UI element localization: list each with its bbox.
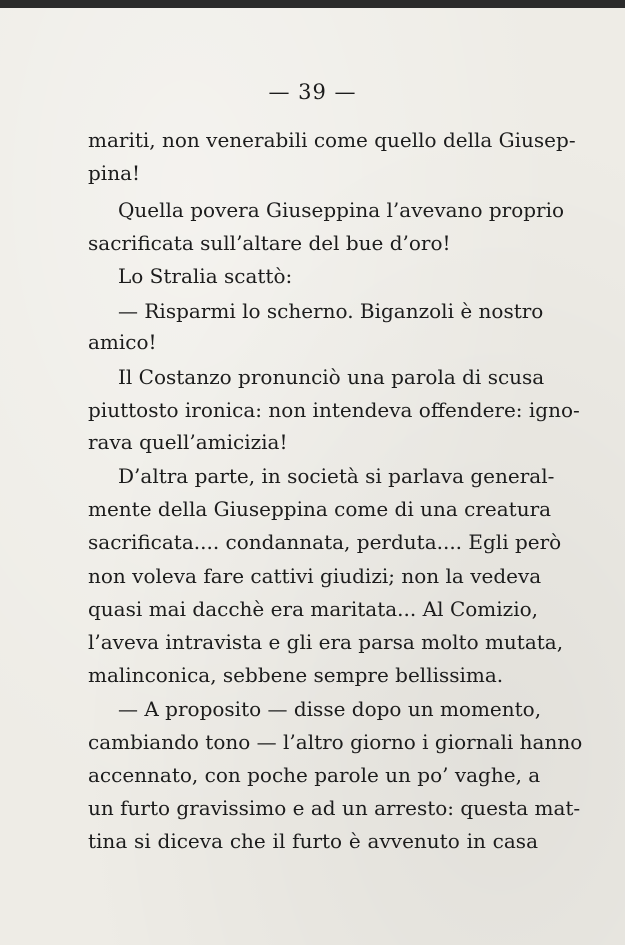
text-line: — Risparmi lo scherno. Biganzoli è nostro: [118, 299, 544, 323]
text-line: mente della Giuseppina come di una creatura: [88, 497, 552, 521]
text-line: mariti, non venerabili come quello della Giusep-: [88, 128, 576, 152]
text-line: rava quell’amicizia!: [88, 430, 288, 454]
text-line: Il Costanzo pronunciò una parola di scusa: [118, 365, 545, 389]
text-line: Lo Stralia scattò:: [118, 264, 293, 288]
text-line: quasi mai dacchè era maritata... Al Comizio,: [88, 597, 538, 621]
text-line: pina!: [88, 161, 141, 185]
page-number: — 39 —: [268, 80, 357, 104]
text-line: accennato, con poche parole un po’ vaghe, a: [88, 763, 541, 787]
text-line: non voleva fare cattivi giudizi; non la vedeva: [88, 564, 542, 588]
text-line: — A proposito — disse dopo un momento,: [118, 697, 542, 721]
text-line: un furto gravissimo e ad un arresto: questa mat-: [88, 796, 581, 820]
text-line: sacrificata.... condannata, perduta.... Egli però: [88, 530, 562, 554]
text-line: amico!: [88, 330, 157, 354]
page-top-edge: [0, 0, 625, 8]
text-line: piuttosto ironica: non intendeva offendere: igno-: [88, 398, 580, 422]
text-line: sacrificata sull’altare del bue d’oro!: [88, 231, 451, 255]
text-line: D’altra parte, in società si parlava general-: [118, 464, 555, 488]
text-line: Quella povera Giuseppina l’avevano proprio: [118, 198, 565, 222]
text-line: l’aveva intravista e gli era parsa molto mutata,: [88, 630, 564, 654]
text-line: malinconica, sebbene sempre bellissima.: [88, 663, 504, 687]
text-line: cambiando tono — l’altro giorno i giornali hanno: [88, 730, 583, 754]
text-line: tina si diceva che il furto è avvenuto in casa: [88, 829, 538, 853]
